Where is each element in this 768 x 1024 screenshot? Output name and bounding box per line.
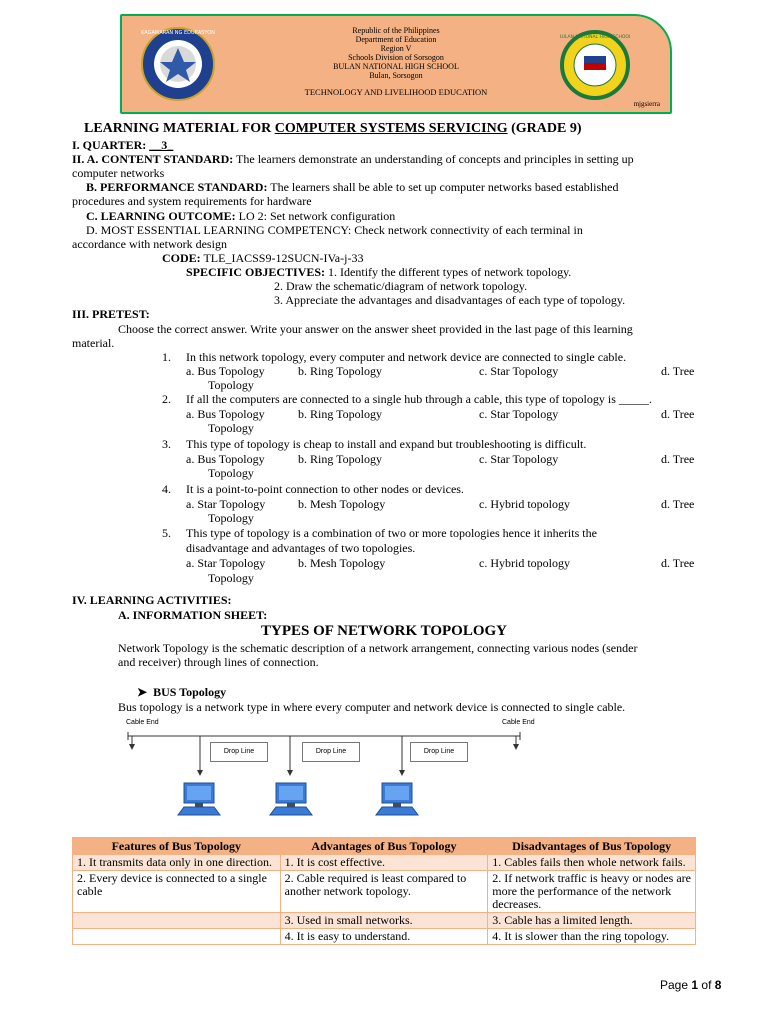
q3-choice-d-cont: Topology xyxy=(208,466,254,480)
content-standard xyxy=(72,152,634,166)
q2-choice-d-cont: Topology xyxy=(208,421,254,435)
q2-text: If all the computers are connected to a single hub through a cable, this type of topology is _____. xyxy=(186,392,652,406)
q5-text: This type of topology is a combination of two or more topologies hence it inherits the xyxy=(186,526,597,540)
q4-text: It is a point-to-point connection to other nodes or devices. xyxy=(186,482,464,496)
computer-icon xyxy=(268,782,314,816)
bus-topology-diagram xyxy=(120,714,540,818)
table-cell: 3. Cable has a limited length. xyxy=(488,913,696,929)
melc-cont: accordance with network design xyxy=(72,237,227,251)
q3-text: This type of topology is cheap to install and expand but troubleshooting is difficult. xyxy=(186,437,587,451)
table-row xyxy=(73,913,696,929)
of-word: of xyxy=(701,978,712,992)
bus-description: Bus topology is a network type in where every computer and network device is connected to single cable. xyxy=(118,700,626,714)
table-row xyxy=(73,871,696,913)
computer-icon xyxy=(374,782,420,816)
table-cell: 1. It transmits data only in one direction. xyxy=(73,855,281,871)
q5-choice-b: b. Mesh Topology xyxy=(298,556,386,570)
q2-choice-b: b. Ring Topology xyxy=(298,407,382,421)
objective-2: 2. Draw the schematic/diagram of network topology. xyxy=(274,279,528,293)
code-line xyxy=(162,251,363,265)
quarter-line xyxy=(72,138,173,152)
table-cell: 1. It is cost effective. xyxy=(280,855,488,871)
q1-choice-a: a. Bus Topology xyxy=(186,364,265,378)
outcome-text: LO 2: Set network configuration xyxy=(238,209,396,223)
q4-choice-b: b. Mesh Topology xyxy=(298,497,386,511)
information-sheet-heading: A. INFORMATION SHEET: xyxy=(118,608,268,622)
pretest-instruction-cont: material. xyxy=(72,336,115,350)
page-word: Page xyxy=(660,978,689,992)
q5-choice-c: c. Hybrid topology xyxy=(479,556,570,570)
page-number xyxy=(660,978,721,992)
drop-line-label-2: Drop Line xyxy=(302,742,360,762)
q5-choice-d-cont: Topology xyxy=(208,571,254,585)
melc-label: D. MOST ESSENTIAL LEARNING COMPETENCY: xyxy=(86,223,352,237)
q1-num: 1. xyxy=(162,350,171,364)
content-standard-cont: computer networks xyxy=(72,166,165,180)
q5-text-cont: disadvantage and advantages of two topologies. xyxy=(186,541,416,555)
quarter-value: __3_ xyxy=(149,138,174,152)
title-subject: COMPUTER SYSTEMS SERVICING xyxy=(274,121,508,136)
q5-choice-d: d. Tree xyxy=(661,556,695,570)
header-disadvantages: Disadvantages of Bus Topology xyxy=(488,838,696,855)
svg-text:KAGAWARAN NG EDUKASYON: KAGAWARAN NG EDUKASYON xyxy=(141,30,215,36)
quarter-label: I. QUARTER: xyxy=(72,138,147,152)
header-features: Features of Bus Topology xyxy=(73,838,281,855)
table-cell: 1. Cables fails then whole network fails. xyxy=(488,855,696,871)
objectives-label: SPECIFIC OBJECTIVES: xyxy=(186,265,326,279)
header-signature: mjgsierra xyxy=(633,100,660,108)
header-advantages: Advantages of Bus Topology xyxy=(280,838,488,855)
table-cell xyxy=(73,929,281,945)
header-division: Schools Division of Sorsogon xyxy=(348,53,444,62)
code-value: TLE_IACSS9-12SUCN-IVa-j-33 xyxy=(203,251,364,265)
arrow-bullet-icon: ➤ xyxy=(137,685,148,699)
performance-text: The learners shall be able to set up computer networks based established xyxy=(270,180,619,194)
header-school: BULAN NATIONAL HIGH SCHOOL xyxy=(333,62,459,71)
computer-icon xyxy=(176,782,222,816)
q4-choice-d: d. Tree xyxy=(661,497,695,511)
table-cell: 4. It is easy to understand. xyxy=(280,929,488,945)
bus-heading-text: BUS Topology xyxy=(153,685,227,699)
activities-heading: IV. LEARNING ACTIVITIES: xyxy=(72,593,232,607)
q4-choice-c: c. Hybrid topology xyxy=(479,497,570,511)
q5-choice-a: a. Star Topology xyxy=(186,556,266,570)
performance-standard xyxy=(86,180,618,194)
content-standard-text: The learners demonstrate an understanding of concepts and principles in setting up xyxy=(236,152,634,166)
q3-num: 3. xyxy=(162,437,171,451)
q3-choice-a: a. Bus Topology xyxy=(186,452,265,466)
header-republic: Republic of the Philippines xyxy=(352,26,440,35)
table-cell: 2. If network traffic is heavy or nodes are more the performance of the network decreases. xyxy=(488,871,696,913)
performance-standard-cont: procedures and system requirements for hardware xyxy=(72,194,312,208)
q4-choice-d-cont: Topology xyxy=(208,511,254,525)
q5-num: 5. xyxy=(162,526,171,540)
header-department: Department of Education xyxy=(355,35,437,44)
svg-text:BULAN NATIONAL HIGH SCHOOL: BULAN NATIONAL HIGH SCHOOL xyxy=(560,35,630,40)
performance-label: B. PERFORMANCE STANDARD: xyxy=(86,180,268,194)
drop-line-label-3: Drop Line xyxy=(410,742,468,762)
table-cell: 2. Cable required is least compared to another network topology. xyxy=(280,871,488,913)
q2-choice-d: d. Tree xyxy=(661,407,695,421)
header-region: Region V xyxy=(380,44,412,53)
intro-text: Network Topology is the schematic description of a network arrangement, connecting various nodes (sender xyxy=(118,641,638,655)
header-address: Bulan, Sorsogon xyxy=(369,71,423,80)
section-title: TYPES OF NETWORK TOPOLOGY xyxy=(260,623,507,639)
q2-choice-c: c. Star Topology xyxy=(479,407,559,421)
table-row xyxy=(73,855,696,871)
q2-choice-a: a. Bus Topology xyxy=(186,407,265,421)
pretest-heading: III. PRETEST: xyxy=(72,307,150,321)
table-cell: 2. Every device is connected to a single cable xyxy=(73,871,281,913)
table-header-row xyxy=(73,838,696,855)
cable-end-right-label: Cable End xyxy=(502,719,535,726)
bus-heading xyxy=(137,685,226,699)
page-total: 8 xyxy=(714,978,722,992)
q3-choice-c: c. Star Topology xyxy=(479,452,559,466)
page-current: 1 xyxy=(691,978,699,992)
table-cell: 3. Used in small networks. xyxy=(280,913,488,929)
header-banner xyxy=(120,14,672,114)
learning-outcome xyxy=(86,209,395,223)
table-row xyxy=(73,929,696,945)
objective-3: 3. Appreciate the advantages and disadvantages of each type of topology. xyxy=(274,293,626,307)
q4-num: 4. xyxy=(162,482,171,496)
outcome-label: C. LEARNING OUTCOME: xyxy=(86,209,236,223)
objectives-line xyxy=(186,265,571,279)
title-prefix: LEARNING MATERIAL FOR xyxy=(84,121,275,136)
page-title xyxy=(84,122,581,136)
q2-num: 2. xyxy=(162,392,171,406)
melc xyxy=(86,223,583,237)
cable-end-left-label: Cable End xyxy=(126,719,159,726)
q1-choice-b: b. Ring Topology xyxy=(298,364,382,378)
q3-choice-d: d. Tree xyxy=(661,452,695,466)
q3-choice-b: b. Ring Topology xyxy=(298,452,382,466)
drop-line-label-1: Drop Line xyxy=(210,742,268,762)
title-grade: (GRADE 9) xyxy=(511,121,582,136)
q1-choice-d: d. Tree xyxy=(661,364,695,378)
header-tle: TECHNOLOGY AND LIVELIHOOD EDUCATION xyxy=(304,87,488,97)
content-standard-label: II. A. CONTENT STANDARD: xyxy=(72,152,234,166)
q1-choice-d-cont: Topology xyxy=(208,378,254,392)
q1-text: In this network topology, every computer and network device are connected to single cable. xyxy=(186,350,627,364)
objective-1: 1. Identify the different types of network topology. xyxy=(328,265,572,279)
q1-choice-c: c. Star Topology xyxy=(479,364,559,378)
table-cell: 4. It is slower than the ring topology. xyxy=(488,929,696,945)
pretest-instruction: Choose the correct answer. Write your answer on the answer sheet provided in the last page of this learning xyxy=(118,322,633,336)
q4-choice-a: a. Star Topology xyxy=(186,497,266,511)
intro-text-cont: and receiver) through lines of connection. xyxy=(118,655,319,669)
table-cell xyxy=(73,913,281,929)
code-label: CODE: xyxy=(162,251,201,265)
school-seal-logo xyxy=(560,30,630,104)
bus-topology-table xyxy=(72,837,696,945)
melc-text: Check network connectivity of each terminal in xyxy=(354,223,583,237)
